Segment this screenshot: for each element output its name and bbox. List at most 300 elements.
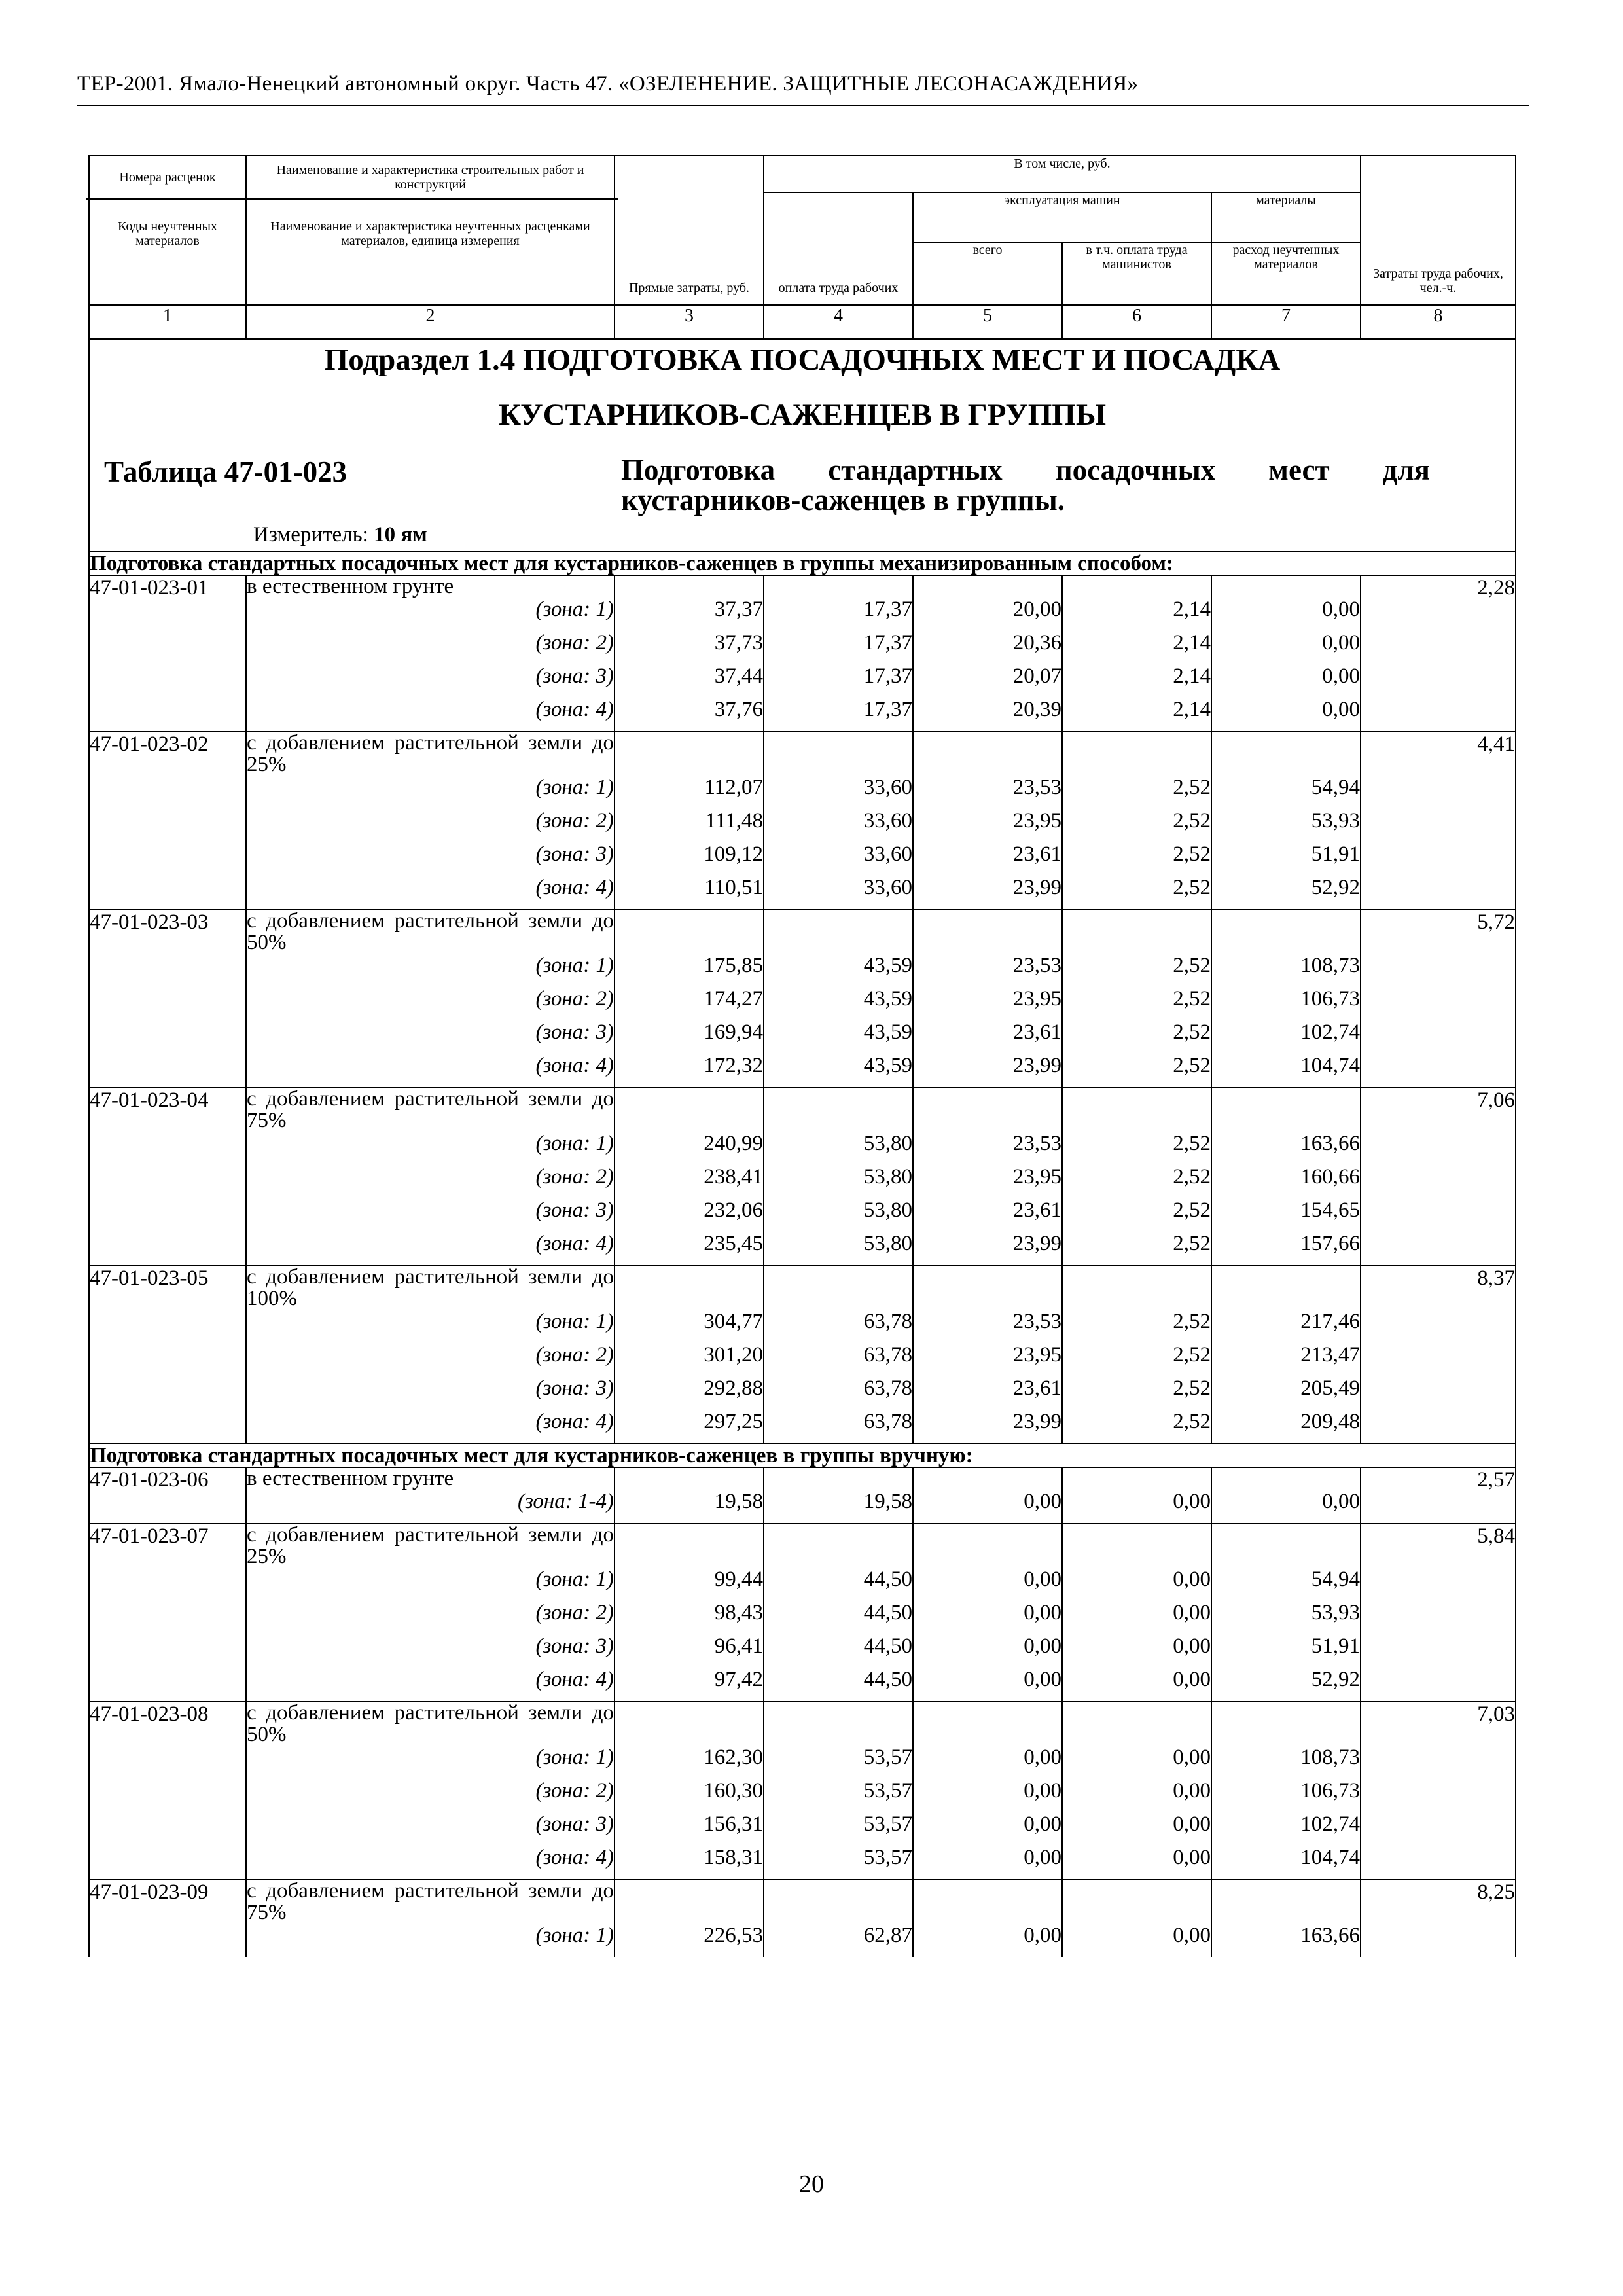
workers-wages: 33,60 bbox=[764, 842, 913, 876]
direct-costs: 301,20 bbox=[615, 1343, 764, 1376]
direct-costs: 226,53 bbox=[615, 1924, 764, 1957]
direct-costs: 37,76 bbox=[615, 698, 764, 732]
empty-cell bbox=[1062, 1880, 1211, 1924]
workers-wages: 53,57 bbox=[764, 1779, 913, 1812]
zone-label: (зона: 1) bbox=[246, 1746, 615, 1779]
rate-code: 47-01-023-08 bbox=[89, 1702, 246, 1880]
workers-wages: 17,37 bbox=[764, 598, 913, 631]
operators-wages: 0,00 bbox=[1062, 1924, 1211, 1957]
zone-label: (зона: 1) bbox=[246, 1924, 615, 1957]
header-wages: оплата труда рабочих bbox=[764, 192, 913, 305]
rate-description: в естественном грунте bbox=[246, 575, 615, 598]
machines-total: 0,00 bbox=[913, 1846, 1062, 1880]
materials-cost: 51,91 bbox=[1211, 842, 1361, 876]
header-number: 8 bbox=[1361, 305, 1516, 339]
materials-cost: 213,47 bbox=[1211, 1343, 1361, 1376]
materials-cost: 108,73 bbox=[1211, 1746, 1361, 1779]
materials-cost: 0,00 bbox=[1211, 631, 1361, 664]
workers-wages: 63,78 bbox=[764, 1410, 913, 1444]
direct-costs: 37,44 bbox=[615, 664, 764, 698]
operators-wages: 2,14 bbox=[1062, 631, 1211, 664]
empty-cell bbox=[1062, 910, 1211, 954]
workers-wages: 53,80 bbox=[764, 1132, 913, 1165]
zone-row bbox=[89, 1020, 1516, 1054]
materials-cost: 54,94 bbox=[1211, 1568, 1361, 1601]
machines-total: 23,95 bbox=[913, 987, 1062, 1020]
zone-row bbox=[89, 842, 1516, 876]
empty-cell bbox=[1211, 1467, 1361, 1490]
header-labor-costs: Затраты труда рабочих, чел.-ч. bbox=[1361, 156, 1516, 305]
materials-cost: 104,74 bbox=[1211, 1054, 1361, 1088]
materials-cost: 108,73 bbox=[1211, 954, 1361, 987]
machines-total: 23,61 bbox=[913, 1020, 1062, 1054]
rate-description: с добавлением растительной земли до 50% bbox=[247, 1701, 614, 1746]
operators-wages: 0,00 bbox=[1062, 1812, 1211, 1846]
operators-wages: 2,52 bbox=[1062, 987, 1211, 1020]
direct-costs: 37,73 bbox=[615, 631, 764, 664]
materials-cost: 51,91 bbox=[1211, 1634, 1361, 1668]
workers-wages: 53,80 bbox=[764, 1198, 913, 1232]
machines-total: 0,00 bbox=[913, 1668, 1062, 1702]
workers-wages: 33,60 bbox=[764, 776, 913, 809]
operators-wages: 2,52 bbox=[1062, 776, 1211, 809]
machines-total: 20,00 bbox=[913, 598, 1062, 631]
empty-cell bbox=[615, 575, 764, 598]
materials-cost: 53,93 bbox=[1211, 1601, 1361, 1634]
direct-costs: 97,42 bbox=[615, 1668, 764, 1702]
empty-cell bbox=[615, 1088, 764, 1132]
machines-total: 23,53 bbox=[913, 1132, 1062, 1165]
empty-cell bbox=[764, 732, 913, 776]
direct-costs: 175,85 bbox=[615, 954, 764, 987]
materials-cost: 205,49 bbox=[1211, 1376, 1361, 1410]
zone-label: (зона: 4) bbox=[246, 1668, 615, 1702]
materials-cost: 160,66 bbox=[1211, 1165, 1361, 1198]
materials-cost: 0,00 bbox=[1211, 598, 1361, 631]
operators-wages: 0,00 bbox=[1062, 1846, 1211, 1880]
header-machines-total: всего bbox=[913, 242, 1062, 305]
header-including: В том числе, руб. bbox=[764, 156, 1361, 192]
direct-costs: 240,99 bbox=[615, 1132, 764, 1165]
workers-wages: 19,58 bbox=[764, 1490, 913, 1524]
rate-code: 47-01-023-02 bbox=[89, 732, 246, 910]
section-heading-cell bbox=[89, 339, 1516, 552]
workers-wages: 43,59 bbox=[764, 1054, 913, 1088]
machines-total: 0,00 bbox=[913, 1634, 1062, 1668]
zone-row bbox=[89, 598, 1516, 631]
header-rule bbox=[77, 105, 1529, 106]
zone-label: (зона: 4) bbox=[246, 876, 615, 910]
workers-wages: 43,59 bbox=[764, 954, 913, 987]
zone-row bbox=[89, 664, 1516, 698]
workers-wages: 44,50 bbox=[764, 1601, 913, 1634]
subsection-title bbox=[90, 340, 1515, 435]
rate-code: 47-01-023-09 bbox=[89, 1880, 246, 1957]
header-number: 7 bbox=[1211, 305, 1361, 339]
operators-wages: 2,52 bbox=[1062, 1410, 1211, 1444]
zone-row bbox=[89, 1779, 1516, 1812]
zone-label: (зона: 4) bbox=[246, 1410, 615, 1444]
machines-total: 20,39 bbox=[913, 698, 1062, 732]
materials-cost: 0,00 bbox=[1211, 1490, 1361, 1524]
empty-cell bbox=[913, 910, 1062, 954]
empty-cell bbox=[1211, 1880, 1361, 1924]
rate-row bbox=[89, 910, 1516, 954]
machines-total: 23,99 bbox=[913, 1054, 1062, 1088]
empty-cell bbox=[615, 732, 764, 776]
workers-wages: 43,59 bbox=[764, 1020, 913, 1054]
zone-label: (зона: 1-4) bbox=[246, 1490, 615, 1524]
workers-wages: 53,57 bbox=[764, 1812, 913, 1846]
rate-row bbox=[89, 1266, 1516, 1310]
empty-cell bbox=[1062, 1088, 1211, 1132]
header-materials: материалы bbox=[1211, 192, 1361, 242]
rate-code: 47-01-023-06 bbox=[89, 1467, 246, 1524]
empty-cell bbox=[764, 1702, 913, 1746]
header-number: 2 bbox=[246, 305, 615, 339]
empty-cell bbox=[1062, 1524, 1211, 1568]
materials-cost: 209,48 bbox=[1211, 1410, 1361, 1444]
header-col1-top: Номера расценок bbox=[119, 170, 216, 185]
empty-cell bbox=[764, 1467, 913, 1490]
header-col1-bottom: Коды неучтенных материалов bbox=[118, 219, 217, 248]
operators-wages: 0,00 bbox=[1062, 1779, 1211, 1812]
unit-label: Измеритель: bbox=[253, 523, 368, 547]
direct-costs: 304,77 bbox=[615, 1310, 764, 1343]
zone-label: (зона: 4) bbox=[246, 698, 615, 732]
labor-cost: 8,25 bbox=[1361, 1880, 1516, 1957]
header-machines: эксплуатация машин bbox=[913, 192, 1211, 242]
zone-row bbox=[89, 809, 1516, 842]
rate-description: в естественном грунте bbox=[246, 1467, 615, 1490]
zone-label: (зона: 1) bbox=[246, 1132, 615, 1165]
empty-cell bbox=[764, 1524, 913, 1568]
workers-wages: 33,60 bbox=[764, 809, 913, 842]
operators-wages: 2,14 bbox=[1062, 664, 1211, 698]
machines-total: 0,00 bbox=[913, 1490, 1062, 1524]
zone-row bbox=[89, 1634, 1516, 1668]
workers-wages: 62,87 bbox=[764, 1924, 913, 1957]
operators-wages: 2,52 bbox=[1062, 1054, 1211, 1088]
empty-cell bbox=[913, 1524, 1062, 1568]
machines-total: 0,00 bbox=[913, 1746, 1062, 1779]
zone-row bbox=[89, 1198, 1516, 1232]
zone-label: (зона: 1) bbox=[246, 954, 615, 987]
empty-cell bbox=[913, 575, 1062, 598]
labor-cost: 5,72 bbox=[1361, 910, 1516, 1088]
table-body bbox=[89, 339, 1516, 1957]
zone-row bbox=[89, 1924, 1516, 1957]
header-col2-bottom: Наименование и характеристика неучтенных расценками материалов, единица измерения bbox=[270, 219, 590, 248]
empty-cell bbox=[615, 1467, 764, 1490]
empty-cell bbox=[913, 1467, 1062, 1490]
header-number: 3 bbox=[615, 305, 764, 339]
direct-costs: 235,45 bbox=[615, 1232, 764, 1266]
zone-row bbox=[89, 1343, 1516, 1376]
zone-label: (зона: 3) bbox=[246, 1198, 615, 1232]
materials-cost: 104,74 bbox=[1211, 1846, 1361, 1880]
workers-wages: 44,50 bbox=[764, 1668, 913, 1702]
direct-costs: 160,30 bbox=[615, 1779, 764, 1812]
rate-code: 47-01-023-04 bbox=[89, 1088, 246, 1266]
workers-wages: 53,57 bbox=[764, 1846, 913, 1880]
rate-code: 47-01-023-01 bbox=[89, 575, 246, 732]
zone-label: (зона: 3) bbox=[246, 1376, 615, 1410]
empty-cell bbox=[913, 1266, 1062, 1310]
zone-row bbox=[89, 1746, 1516, 1779]
zone-label: (зона: 2) bbox=[246, 809, 615, 842]
direct-costs: 19,58 bbox=[615, 1490, 764, 1524]
zone-row bbox=[89, 776, 1516, 809]
operators-wages: 0,00 bbox=[1062, 1746, 1211, 1779]
zone-label: (зона: 1) bbox=[246, 776, 615, 809]
header-col1 bbox=[89, 156, 246, 305]
labor-cost: 8,37 bbox=[1361, 1266, 1516, 1444]
zone-row bbox=[89, 1568, 1516, 1601]
zone-label: (зона: 2) bbox=[246, 987, 615, 1020]
zone-label: (зона: 4) bbox=[246, 1846, 615, 1880]
zone-row bbox=[89, 987, 1516, 1020]
header-operators-wages: в т.ч. оплата труда машинистов bbox=[1062, 242, 1211, 305]
empty-cell bbox=[1211, 910, 1361, 954]
materials-cost: 52,92 bbox=[1211, 876, 1361, 910]
operators-wages: 0,00 bbox=[1062, 1490, 1211, 1524]
materials-cost: 52,92 bbox=[1211, 1668, 1361, 1702]
zone-row bbox=[89, 631, 1516, 664]
rate-description: с добавлением растительной земли до 25% bbox=[247, 1523, 614, 1568]
operators-wages: 2,52 bbox=[1062, 809, 1211, 842]
zone-label: (зона: 2) bbox=[246, 1601, 615, 1634]
labor-cost: 7,03 bbox=[1361, 1702, 1516, 1880]
empty-cell bbox=[615, 1880, 764, 1924]
rate-description: с добавлением растительной земли до 75% bbox=[247, 1087, 614, 1132]
zone-row bbox=[89, 1490, 1516, 1524]
machines-total: 20,36 bbox=[913, 631, 1062, 664]
group-title: Подготовка стандартных посадочных мест для кустарников-саженцев в группы вручную: bbox=[89, 1444, 1516, 1467]
operators-wages: 2,14 bbox=[1062, 598, 1211, 631]
zone-label: (зона: 3) bbox=[246, 842, 615, 876]
zone-label: (зона: 1) bbox=[246, 1310, 615, 1343]
group-title: Подготовка стандартных посадочных мест для кустарников-саженцев в группы механизированным способом: bbox=[89, 552, 1516, 575]
zone-row bbox=[89, 1668, 1516, 1702]
materials-cost: 106,73 bbox=[1211, 1779, 1361, 1812]
header-number: 4 bbox=[764, 305, 913, 339]
direct-costs: 172,32 bbox=[615, 1054, 764, 1088]
machines-total: 0,00 bbox=[913, 1812, 1062, 1846]
empty-cell bbox=[1062, 1702, 1211, 1746]
subsection-title-line2: КУСТАРНИКОВ-САЖЕНЦЕВ В ГРУППЫ bbox=[498, 398, 1107, 432]
operators-wages: 2,14 bbox=[1062, 698, 1211, 732]
header-col2-top: Наименование и характеристика строительных работ и конструкций bbox=[276, 163, 584, 192]
operators-wages: 2,52 bbox=[1062, 1343, 1211, 1376]
rate-description: с добавлением растительной земли до 25% bbox=[247, 731, 614, 776]
operators-wages: 0,00 bbox=[1062, 1568, 1211, 1601]
empty-cell bbox=[764, 575, 913, 598]
rate-row bbox=[89, 1702, 1516, 1746]
rates-table bbox=[88, 155, 1516, 1957]
direct-costs: 110,51 bbox=[615, 876, 764, 910]
zone-label: (зона: 3) bbox=[246, 664, 615, 698]
zone-row bbox=[89, 876, 1516, 910]
operators-wages: 0,00 bbox=[1062, 1634, 1211, 1668]
materials-cost: 53,93 bbox=[1211, 809, 1361, 842]
zone-row bbox=[89, 1054, 1516, 1088]
zone-row bbox=[89, 954, 1516, 987]
rate-row bbox=[89, 1880, 1516, 1924]
zone-row bbox=[89, 1165, 1516, 1198]
empty-cell bbox=[1211, 1702, 1361, 1746]
group-row bbox=[89, 552, 1516, 575]
machines-total: 23,61 bbox=[913, 842, 1062, 876]
table-header bbox=[89, 156, 1516, 339]
direct-costs: 111,48 bbox=[615, 809, 764, 842]
materials-cost: 217,46 bbox=[1211, 1310, 1361, 1343]
materials-cost: 102,74 bbox=[1211, 1812, 1361, 1846]
unit-line bbox=[90, 523, 1515, 551]
machines-total: 0,00 bbox=[913, 1568, 1062, 1601]
operators-wages: 2,52 bbox=[1062, 1232, 1211, 1266]
direct-costs: 98,43 bbox=[615, 1601, 764, 1634]
operators-wages: 2,52 bbox=[1062, 842, 1211, 876]
machines-total: 23,53 bbox=[913, 776, 1062, 809]
machines-total: 0,00 bbox=[913, 1601, 1062, 1634]
machines-total: 23,61 bbox=[913, 1376, 1062, 1410]
direct-costs: 174,27 bbox=[615, 987, 764, 1020]
empty-cell bbox=[615, 1702, 764, 1746]
workers-wages: 17,37 bbox=[764, 698, 913, 732]
operators-wages: 2,52 bbox=[1062, 1310, 1211, 1343]
direct-costs: 156,31 bbox=[615, 1812, 764, 1846]
direct-costs: 37,37 bbox=[615, 598, 764, 631]
operators-wages: 2,52 bbox=[1062, 1020, 1211, 1054]
workers-wages: 53,80 bbox=[764, 1165, 913, 1198]
labor-cost: 7,06 bbox=[1361, 1088, 1516, 1266]
materials-cost: 106,73 bbox=[1211, 987, 1361, 1020]
header-direct-costs: Прямые затраты, руб. bbox=[615, 156, 764, 305]
machines-total: 23,99 bbox=[913, 1232, 1062, 1266]
zone-row bbox=[89, 1601, 1516, 1634]
rate-row bbox=[89, 575, 1516, 598]
empty-cell bbox=[913, 1880, 1062, 1924]
rate-code: 47-01-023-05 bbox=[89, 1266, 246, 1444]
materials-cost: 102,74 bbox=[1211, 1020, 1361, 1054]
labor-cost: 5,84 bbox=[1361, 1524, 1516, 1702]
labor-cost: 2,57 bbox=[1361, 1467, 1516, 1524]
empty-cell bbox=[615, 1524, 764, 1568]
header-col2 bbox=[246, 156, 615, 305]
zone-row bbox=[89, 1846, 1516, 1880]
direct-costs: 238,41 bbox=[615, 1165, 764, 1198]
zone-label: (зона: 4) bbox=[246, 1232, 615, 1266]
materials-cost: 163,66 bbox=[1211, 1924, 1361, 1957]
empty-cell bbox=[913, 1088, 1062, 1132]
direct-costs: 292,88 bbox=[615, 1376, 764, 1410]
materials-cost: 154,65 bbox=[1211, 1198, 1361, 1232]
table-code: Таблица 47-01-023 bbox=[104, 456, 348, 488]
empty-cell bbox=[1062, 1467, 1211, 1490]
workers-wages: 63,78 bbox=[764, 1310, 913, 1343]
machines-total: 23,99 bbox=[913, 876, 1062, 910]
workers-wages: 63,78 bbox=[764, 1376, 913, 1410]
empty-cell bbox=[615, 910, 764, 954]
materials-cost: 163,66 bbox=[1211, 1132, 1361, 1165]
machines-total: 23,95 bbox=[913, 1165, 1062, 1198]
zone-label: (зона: 1) bbox=[246, 598, 615, 631]
direct-costs: 99,44 bbox=[615, 1568, 764, 1601]
direct-costs: 158,31 bbox=[615, 1846, 764, 1880]
group-row bbox=[89, 1444, 1516, 1467]
empty-cell bbox=[1211, 575, 1361, 598]
operators-wages: 2,52 bbox=[1062, 1376, 1211, 1410]
zone-label: (зона: 3) bbox=[246, 1634, 615, 1668]
machines-total: 0,00 bbox=[913, 1779, 1062, 1812]
empty-cell bbox=[764, 1880, 913, 1924]
rate-description: с добавлением растительной земли до 75% bbox=[247, 1879, 614, 1924]
materials-cost: 54,94 bbox=[1211, 776, 1361, 809]
rate-row bbox=[89, 1467, 1516, 1490]
header-unaccounted-materials: расход неучтенных материалов bbox=[1211, 242, 1361, 305]
operators-wages: 2,52 bbox=[1062, 1198, 1211, 1232]
machines-total: 23,95 bbox=[913, 1343, 1062, 1376]
subsection-title-line1: Подраздел 1.4 ПОДГОТОВКА ПОСАДОЧНЫХ МЕСТ И ПОСАДКА bbox=[324, 343, 1281, 377]
machines-total: 23,95 bbox=[913, 809, 1062, 842]
labor-cost: 4,41 bbox=[1361, 732, 1516, 910]
workers-wages: 63,78 bbox=[764, 1343, 913, 1376]
machines-total: 23,53 bbox=[913, 954, 1062, 987]
direct-costs: 297,25 bbox=[615, 1410, 764, 1444]
direct-costs: 232,06 bbox=[615, 1198, 764, 1232]
empty-cell bbox=[764, 1266, 913, 1310]
zone-row bbox=[89, 1812, 1516, 1846]
empty-cell bbox=[913, 1702, 1062, 1746]
operators-wages: 2,52 bbox=[1062, 1165, 1211, 1198]
direct-costs: 169,94 bbox=[615, 1020, 764, 1054]
zone-row bbox=[89, 1410, 1516, 1444]
zone-label: (зона: 2) bbox=[246, 1165, 615, 1198]
operators-wages: 0,00 bbox=[1062, 1668, 1211, 1702]
zone-label: (зона: 2) bbox=[246, 631, 615, 664]
workers-wages: 17,37 bbox=[764, 664, 913, 698]
zone-label: (зона: 1) bbox=[246, 1568, 615, 1601]
rate-row bbox=[89, 732, 1516, 776]
workers-wages: 53,80 bbox=[764, 1232, 913, 1266]
empty-cell bbox=[1062, 575, 1211, 598]
materials-cost: 0,00 bbox=[1211, 698, 1361, 732]
rate-code: 47-01-023-07 bbox=[89, 1524, 246, 1702]
table-title-block bbox=[90, 455, 1515, 515]
empty-cell bbox=[764, 910, 913, 954]
empty-cell bbox=[1211, 732, 1361, 776]
zone-label: (зона: 3) bbox=[246, 1812, 615, 1846]
labor-cost: 2,28 bbox=[1361, 575, 1516, 732]
empty-cell bbox=[764, 1088, 913, 1132]
direct-costs: 96,41 bbox=[615, 1634, 764, 1668]
machines-total: 0,00 bbox=[913, 1924, 1062, 1957]
header-number: 6 bbox=[1062, 305, 1211, 339]
empty-cell bbox=[1211, 1266, 1361, 1310]
workers-wages: 44,50 bbox=[764, 1568, 913, 1601]
rate-description: с добавлением растительной земли до 50% bbox=[247, 909, 614, 954]
empty-cell bbox=[1062, 1266, 1211, 1310]
operators-wages: 0,00 bbox=[1062, 1601, 1211, 1634]
unit-value: 10 ям bbox=[374, 523, 427, 547]
zone-row bbox=[89, 1376, 1516, 1410]
machines-total: 20,07 bbox=[913, 664, 1062, 698]
header-number: 1 bbox=[89, 305, 246, 339]
rate-code: 47-01-023-03 bbox=[89, 910, 246, 1088]
empty-cell bbox=[615, 1266, 764, 1310]
machines-total: 23,53 bbox=[913, 1310, 1062, 1343]
